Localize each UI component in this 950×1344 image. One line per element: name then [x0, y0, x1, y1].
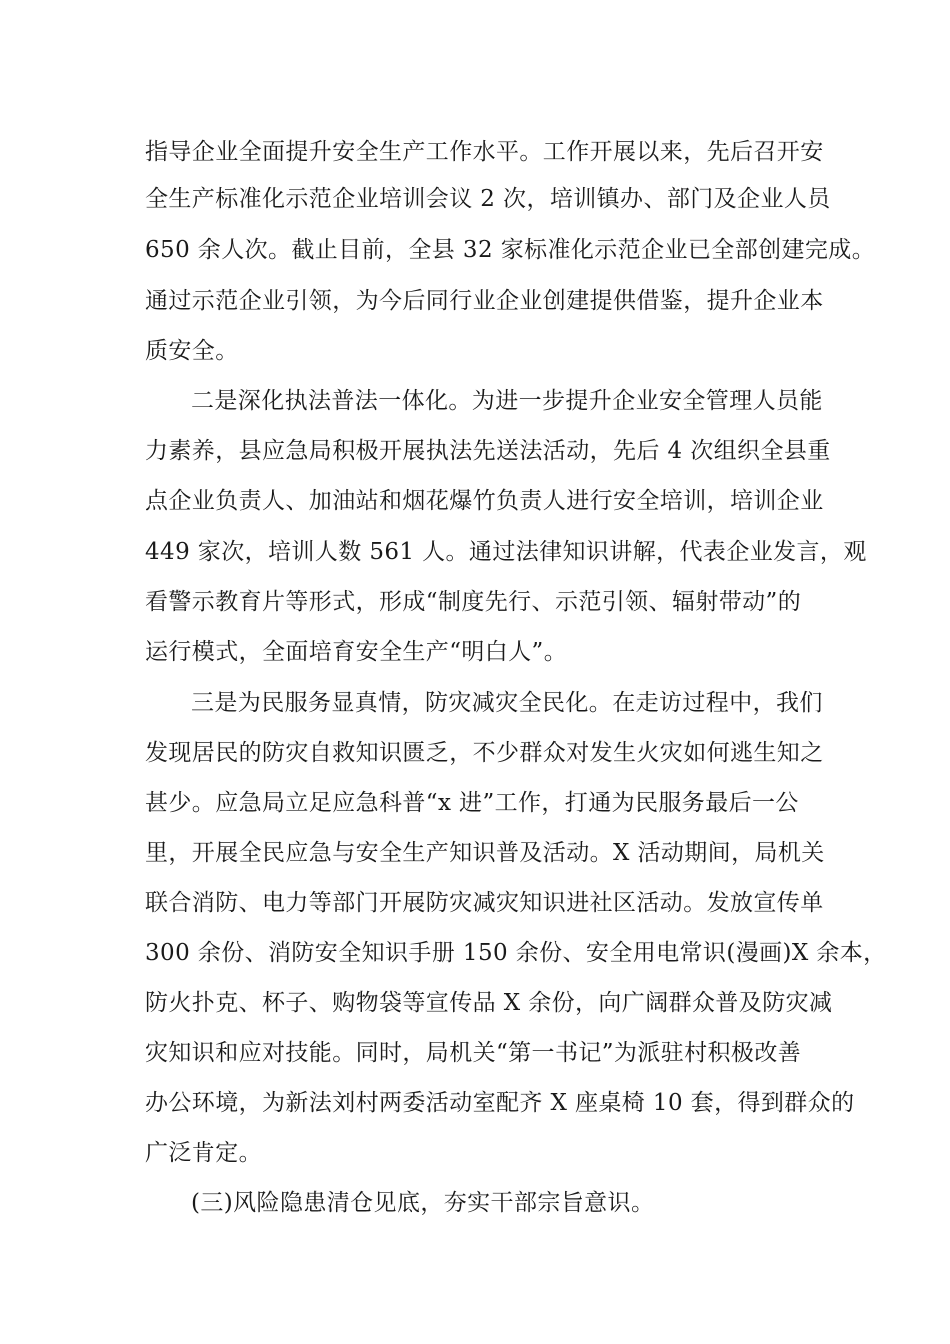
- text-line: 全生产标准化示范企业培训会议 2 次，培训镇办、部门及企业人员: [145, 186, 831, 212]
- text-line: 通过示范企业引领，为今后同行业企业创建提供借鉴，提升企业本: [145, 288, 824, 314]
- text-line: 广泛肯定。: [145, 1140, 262, 1166]
- text-line: 甚少。应急局立足应急科普“x 进”工作，打通为民服务最后一公: [145, 790, 799, 816]
- text-line: 防火扑克、杯子、购物袋等宣传品 X 余份，向广阔群众普及防灾减: [145, 990, 833, 1016]
- paragraph-start-line: 二是深化执法普法一体化。为进一步提升企业安全管理人员能: [191, 388, 823, 414]
- text-line: 点企业负责人、加油站和烟花爆竹负责人进行安全培训，培训企业: [145, 488, 824, 514]
- text-line: 发现居民的防灾自救知识匮乏，不少群众对发生火灾如何逃生知之: [145, 740, 824, 766]
- text-line: 300 余份、消防安全知识手册 150 余份、安全用电常识(漫画)X 余本，: [145, 940, 887, 966]
- text-line: 灾知识和应对技能。同时，局机关“第一书记”为派驻村积极改善: [145, 1040, 802, 1066]
- text-line: 质安全。: [145, 338, 239, 364]
- text-line: 看警示教育片等形式，形成“制度先行、示范引领、辐射带动”的: [145, 589, 802, 615]
- text-line: 联合消防、电力等部门开展防灾减灾知识进社区活动。发放宣传单: [145, 890, 824, 916]
- text-line: 650 余人次。截止目前，全县 32 家标准化示范企业已全部创建完成。: [145, 237, 876, 263]
- text-line: 指导企业全面提升安全生产工作水平。工作开展以来，先后召开安: [145, 139, 824, 165]
- paragraph-start-line: 三是为民服务显真情，防灾减灾全民化。在走访过程中，我们: [191, 690, 823, 716]
- text-line: 运行模式，全面培育安全生产“明白人”。: [145, 639, 568, 665]
- section-heading: (三)风险隐患清仓见底，夯实干部宗旨意识。: [191, 1190, 655, 1216]
- text-line: 力素养，县应急局积极开展执法先送法活动，先后 4 次组织全县重: [145, 438, 831, 464]
- text-line: 办公环境，为新法刘村两委活动室配齐 X 座桌椅 10 套，得到群众的: [145, 1090, 855, 1116]
- text-line: 里，开展全民应急与安全生产知识普及活动。X 活动期间，局机关: [145, 840, 825, 866]
- text-line: 449 家次，培训人数 561 人。通过法律知识讲解，代表企业发言，观: [145, 539, 867, 565]
